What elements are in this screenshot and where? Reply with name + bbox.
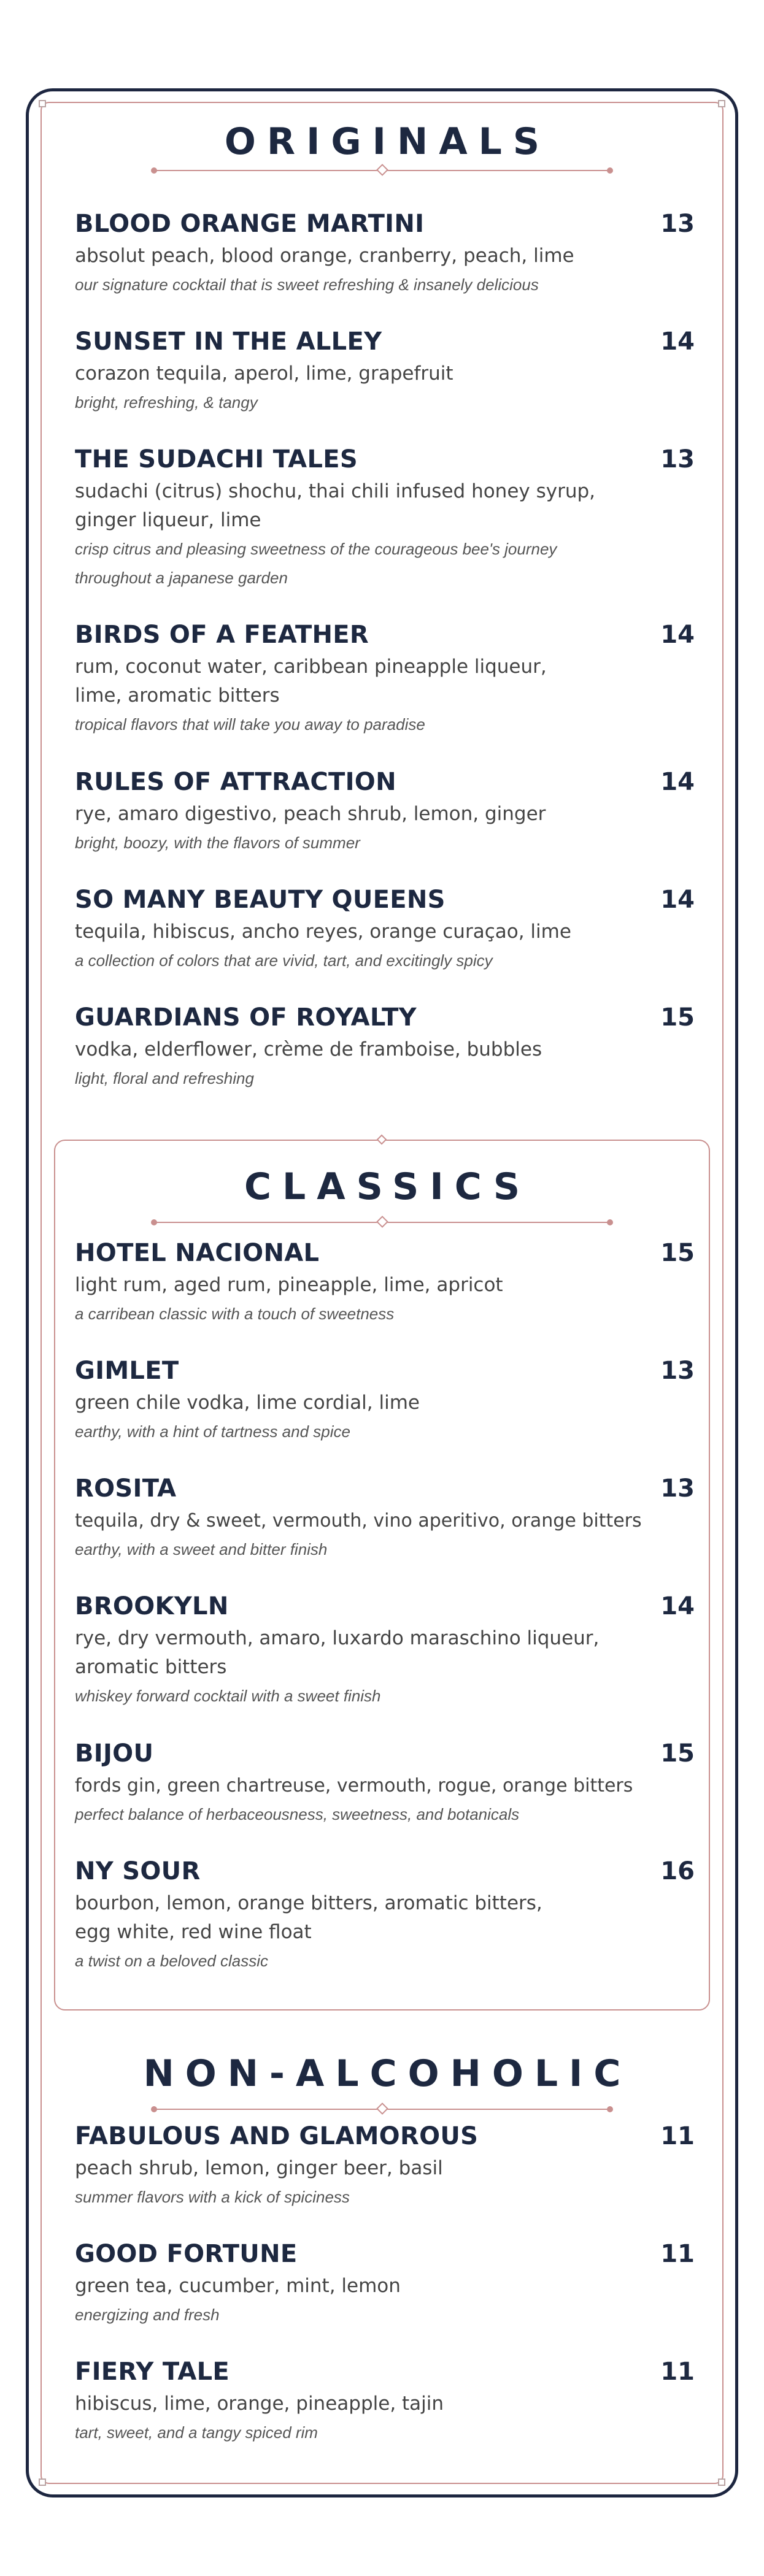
item-name: HOTEL NACIONAL [75,1239,320,1267]
item-name: BROOKYLN [75,1592,229,1620]
menu-item [75,1591,695,1711]
item-ingredients: rye, dry vermouth, amaro, luxardo maraschino liqueur, [75,1627,600,1649]
menu-item [75,767,695,857]
item-description: bright, boozy, with the flavors of summer [75,834,360,852]
section-divider [153,170,611,171]
item-description: a twist on a beloved classic [75,1952,269,1970]
item-ingredients: tequila, hibiscus, ancho reyes, orange curaçao, lime [75,921,571,943]
item-price: 11 [660,2122,695,2150]
item-price: 14 [660,886,695,914]
item-description: a carribean classic with a touch of sweetness [75,1305,395,1323]
item-price: 16 [660,1857,695,1885]
section-divider [153,1222,611,1223]
item-price: 14 [660,768,695,796]
corner-ornament [718,2478,725,2486]
item-price: 14 [660,1592,695,1620]
menu-item [75,619,695,739]
item-ingredients: bourbon, lemon, orange bitters, aromatic bitters, [75,1892,542,1914]
item-name: FIERY TALE [75,2358,230,2386]
item-price: 14 [660,328,695,356]
item-price: 11 [660,2240,695,2268]
item-ingredients: aromatic bitters [75,1656,227,1678]
item-ingredients: rum, coconut water, caribbean pineapple liqueur, [75,656,547,678]
menu-item [75,2121,695,2212]
item-description: bright, refreshing, & tangy [75,393,258,412]
item-description: a collection of colors that are vivid, tart, and excitingly spicy [75,951,493,970]
menu-item [75,1002,695,1093]
item-price: 13 [660,210,695,238]
item-description: crisp citrus and pleasing sweetness of the courageous bee's journey [75,540,557,558]
menu-item [75,209,695,299]
item-price: 13 [660,1474,695,1503]
item-description: energizing and fresh [75,2306,220,2324]
item-name: BIJOU [75,1739,154,1768]
corner-ornament [39,100,46,107]
item-price: 15 [660,1003,695,1032]
menu-item [75,1738,695,1829]
item-description: earthy, with a hint of tartness and spice [75,1422,350,1441]
section-divider [153,2109,611,2110]
item-ingredients: sudachi (citrus) shochu, thai chili infused honey syrup, [75,480,596,502]
item-description: whiskey forward cocktail with a sweet finish [75,1687,381,1705]
item-name: NY SOUR [75,1857,201,1885]
item-ingredients: rye, amaro digestivo, peach shrub, lemon, ginger [75,803,546,825]
item-description: summer flavors with a kick of spiciness [75,2188,350,2206]
item-ingredients: lime, aromatic bitters [75,684,280,707]
item-price: 13 [660,445,695,473]
menu-item [75,1856,695,1976]
menu-item [75,1473,695,1564]
item-ingredients: tequila, dry & sweet, vermouth, vino aperitivo, orange bitters [75,1510,642,1531]
item-name: THE SUDACHI TALES [75,445,358,473]
item-price: 15 [660,1739,695,1768]
corner-ornament [718,100,725,107]
menu-item [75,444,695,592]
section-title-non-alcoholic: NON-ALCOHOLIC [143,2052,632,2095]
menu-item [75,326,695,417]
item-price: 15 [660,1239,695,1267]
item-name: GUARDIANS OF ROYALTY [75,1003,417,1032]
item-description: tart, sweet, and a tangy spiced rim [75,2423,318,2442]
item-ingredients: egg white, red wine float [75,1921,312,1943]
item-ingredients: peach shrub, lemon, ginger beer, basil [75,2157,443,2179]
item-name: FABULOUS AND GLAMOROUS [75,2122,479,2150]
menu-item [75,2239,695,2329]
item-description: our signature cocktail that is sweet refreshing & insanely delicious [75,275,539,294]
menu-item [75,1355,695,1446]
item-name: GOOD FORTUNE [75,2240,298,2268]
item-ingredients: light rum, aged rum, pineapple, lime, apricot [75,1274,503,1296]
item-ingredients: hibiscus, lime, orange, pineapple, tajin [75,2393,444,2415]
item-ingredients: ginger liqueur, lime [75,509,261,531]
item-description: perfect balance of herbaceousness, sweetness, and botanicals [75,1805,520,1823]
item-price: 11 [660,2358,695,2386]
item-description: earthy, with a sweet and bitter finish [75,1540,328,1558]
corner-ornament [39,2478,46,2486]
item-description: throughout a japanese garden [75,569,288,587]
item-ingredients: green tea, cucumber, mint, lemon [75,2275,401,2297]
item-description: light, floral and refreshing [75,1069,254,1087]
item-name: SUNSET IN THE ALLEY [75,328,382,356]
item-ingredients: corazon tequila, aperol, lime, grapefruit [75,362,453,385]
item-name: GIMLET [75,1357,179,1385]
item-name: RULES OF ATTRACTION [75,768,396,796]
item-ingredients: vodka, elderflower, crème de framboise, bubbles [75,1038,542,1060]
section-title-classics: CLASSICS [244,1165,531,1208]
menu-item [75,1238,695,1328]
item-ingredients: absolut peach, blood orange, cranberry, peach, lime [75,245,574,267]
item-price: 13 [660,1357,695,1385]
section-title-originals: ORIGINALS [224,120,551,163]
item-price: 14 [660,621,695,649]
item-description: tropical flavors that will take you away to paradise [75,715,425,734]
item-name: ROSITA [75,1474,177,1503]
item-name: BLOOD ORANGE MARTINI [75,210,425,238]
item-name: SO MANY BEAUTY QUEENS [75,886,446,914]
item-ingredients: fords gin, green chartreuse, vermouth, rogue, orange bitters [75,1775,633,1796]
item-ingredients: green chile vodka, lime cordial, lime [75,1392,420,1414]
item-name: BIRDS OF A FEATHER [75,621,369,649]
menu-item [75,884,695,975]
menu-item [75,2356,695,2447]
